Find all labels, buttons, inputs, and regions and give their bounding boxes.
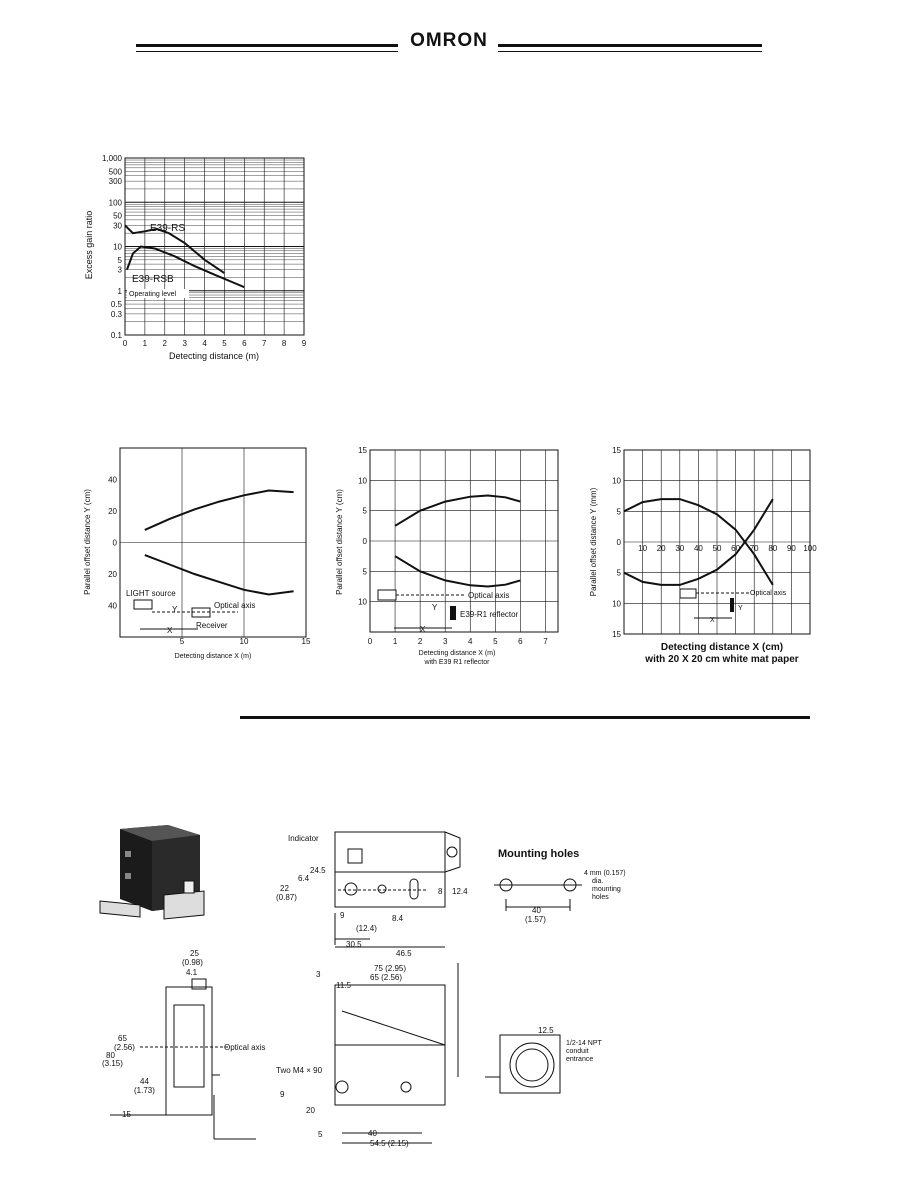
dim-12-4: 12.4 xyxy=(452,887,468,896)
oc2-x-tick: 2 xyxy=(417,637,423,646)
oc3-x-axis-label: Detecting distance X (cm) xyxy=(660,642,784,653)
oc2-y-axis-label: Parallel offset distance Y (cm) xyxy=(335,489,344,595)
oc3-grid xyxy=(624,450,810,634)
dim-65-side: 65 (2.56) xyxy=(370,973,403,982)
oc3-subtitle: with 20 X 20 cm white mat paper xyxy=(645,654,799,665)
gain-y-tick: 0.1 xyxy=(110,331,122,340)
oc2-x-tick: 1 xyxy=(392,637,398,646)
offset-chart-2 xyxy=(330,440,570,670)
hole-note-2: dia. xyxy=(592,878,604,885)
gain-y-tick: 50 xyxy=(113,211,122,221)
oc2-x-tick: 4 xyxy=(468,637,473,646)
oc1-receiver-label: Receiver xyxy=(196,621,228,630)
dim-24-5: 24.5 xyxy=(310,866,326,875)
gain-x-tick: 6 xyxy=(242,339,247,348)
header-rule-left-thin xyxy=(136,51,398,52)
gain-series-label-rsb: E39-RSB xyxy=(132,274,174,285)
gain-x-tick: 4 xyxy=(202,339,207,348)
operating-level-label: Operating level xyxy=(129,291,177,298)
dim-22: 22 xyxy=(280,884,289,893)
gain-x-tick: 1 xyxy=(142,339,148,348)
gain-x-axis-label: Detecting distance (m) xyxy=(168,351,260,361)
dim-46-5: 46.5 xyxy=(396,949,412,958)
gain-series-label-rs: E39-RS xyxy=(150,223,186,234)
oc1-y-axis-label: Parallel offset distance Y (cm) xyxy=(83,489,92,595)
oc3-target-icon xyxy=(730,598,734,612)
dim-8-4: 8.4 xyxy=(392,914,404,923)
oc3-x-tick: 80 xyxy=(768,544,778,553)
oc3-x-tick: 70 xyxy=(749,544,759,553)
dimension-drawings xyxy=(80,815,840,1155)
section-divider xyxy=(240,716,810,719)
front-view-drawing xyxy=(110,979,256,1139)
gain-x-tick: 2 xyxy=(162,339,168,348)
oc1-x-axis-label: Detecting distance X (m) xyxy=(174,653,252,660)
oc3-x-tick: 30 xyxy=(675,544,685,553)
brand-logo: OMRON xyxy=(410,30,488,51)
oc3-y-tick: 15 xyxy=(612,630,621,639)
oc3-y-tick: 10 xyxy=(612,476,621,486)
gain-y-axis-label: Excess gain ratio xyxy=(84,210,94,280)
header-rule-left xyxy=(136,44,398,47)
gain-y-tick: 3 xyxy=(117,265,122,275)
mounting-holes-title: Mounting holes xyxy=(498,848,580,860)
side-view-drawing xyxy=(335,963,458,1143)
gain-y-tick: 500 xyxy=(108,167,122,177)
gain-y-tick: 0.5 xyxy=(110,300,122,310)
two-m4-label: Two M4 × 90 xyxy=(276,1066,323,1075)
oc3-x-tick: 10 xyxy=(638,544,648,553)
oc3-x-tick: 100 xyxy=(803,544,817,553)
conduit-view-drawing xyxy=(485,1035,560,1093)
gain-y-tick: 10 xyxy=(113,242,122,252)
oc3-y-tick: 15 xyxy=(612,446,621,455)
oc2-subtitle: with E39 R1 reflector xyxy=(424,659,490,666)
oc3-y-tick: 5 xyxy=(616,568,621,578)
offset-chart-1 xyxy=(78,440,318,665)
oc2-x-tick: 6 xyxy=(518,637,523,646)
oc2-y-tick: 15 xyxy=(358,446,367,455)
hole-note-1: 4 mm (0.157) xyxy=(584,870,626,877)
dim-3: 3 xyxy=(316,970,321,979)
offset-chart-3 xyxy=(582,440,822,670)
front-optical-axis-label: Optical axis xyxy=(224,1043,266,1052)
oc3-emitter-icon xyxy=(680,589,696,598)
oc1-x-tick: 10 xyxy=(239,637,249,646)
oc1-light-source-icon xyxy=(134,600,152,609)
dim-12-5: 12.5 xyxy=(538,1026,554,1035)
dim-11-5: 11.5 xyxy=(336,981,351,990)
oc3-x-tick: 90 xyxy=(786,544,796,553)
oc1-x-tick: 15 xyxy=(301,637,311,646)
oc2-x-tick: 7 xyxy=(543,637,548,646)
dim-40-side: 40 xyxy=(368,1129,377,1138)
conduit-note-1: 1/2-14 NPT xyxy=(566,1040,602,1047)
dim-22-in: (0.87) xyxy=(276,893,297,902)
dim-80-in: (3.15) xyxy=(102,1059,123,1068)
dim-44: 44 xyxy=(140,1077,149,1086)
dim-indicator-label: Indicator xyxy=(288,834,319,843)
oc3-y-tick: 0 xyxy=(616,538,621,547)
gain-y-tick: 300 xyxy=(108,177,122,187)
oc1-y-tick: 20 xyxy=(108,570,117,579)
oc3-x-tick: 60 xyxy=(731,544,741,553)
oc1-optical-axis-label: Optical axis xyxy=(214,601,256,610)
product-photo xyxy=(100,825,204,919)
oc2-y-tick: 5 xyxy=(362,506,367,516)
oc3-x-marker: X xyxy=(710,617,715,624)
oc3-y-tick: 10 xyxy=(612,599,621,609)
dim-65-front-in: (2.56) xyxy=(114,1043,135,1052)
oc1-series-line-0 xyxy=(145,491,294,530)
oc2-y-tick: 5 xyxy=(362,567,367,577)
oc2-x-tick: 3 xyxy=(442,637,448,646)
dim-4-1: 4.1 xyxy=(186,968,198,977)
gain-x-tick: 5 xyxy=(222,339,227,348)
hole-note-4: holes xyxy=(592,894,609,901)
oc2-y-tick: 10 xyxy=(358,476,367,486)
dim-54-5: 54.5 (2.15) xyxy=(370,1139,409,1148)
gain-x-tick: 0 xyxy=(122,339,128,348)
oc3-x-tick: 50 xyxy=(712,544,722,553)
oc3-y-marker: Y xyxy=(738,605,743,612)
hole-note-3: mounting xyxy=(592,886,621,893)
dim-40: 40 xyxy=(532,906,541,915)
oc3-y-tick: 5 xyxy=(616,507,621,517)
excess-gain-chart xyxy=(70,145,330,375)
dim-25-in: (0.98) xyxy=(182,958,203,967)
dim-20: 20 xyxy=(306,1106,315,1115)
gain-y-tick: 30 xyxy=(113,221,122,231)
gain-x-tick: 3 xyxy=(182,339,187,348)
dim-6-4: 6.4 xyxy=(298,874,310,883)
oc3-x-tick: 20 xyxy=(656,544,666,553)
oc2-x-tick: 5 xyxy=(493,637,498,646)
gain-y-tick: 0.3 xyxy=(110,309,122,319)
dim-44-in: (1.73) xyxy=(134,1086,155,1095)
dim-30-5: 30.5 xyxy=(346,940,362,949)
oc1-y-tick: 40 xyxy=(108,475,117,485)
oc2-x-axis-label: Detecting distance X (m) xyxy=(418,650,496,657)
oc1-y-marker: Y xyxy=(172,605,178,614)
oc3-optical-axis-label: Optical axis xyxy=(750,590,787,597)
oc2-reflector-icon xyxy=(450,606,456,620)
oc3-x-tick: 40 xyxy=(693,544,703,553)
oc2-optical-axis-label: Optical axis xyxy=(468,591,510,600)
gain-y-tick: 1 xyxy=(117,286,122,296)
conduit-note-2: conduit xyxy=(566,1048,589,1055)
header-rule-right-thin xyxy=(498,51,762,52)
conduit-note-3: entrance xyxy=(566,1056,594,1063)
dim-9-side: 9 xyxy=(280,1090,285,1099)
dim-75: 75 (2.95) xyxy=(374,964,407,973)
dim-65-front: 65 xyxy=(118,1034,127,1043)
dim-9: 9 xyxy=(340,911,345,920)
oc1-x-tick: 5 xyxy=(179,637,185,646)
oc2-y-tick: 10 xyxy=(358,597,367,607)
gain-y-tick: 1,000 xyxy=(101,154,122,163)
gain-x-tick: 8 xyxy=(281,339,287,348)
dim-80: 80 xyxy=(106,1051,115,1060)
gain-y-tick: 100 xyxy=(108,198,122,208)
oc2-x-tick: 0 xyxy=(367,637,373,646)
gain-y-tick: 5 xyxy=(117,255,122,265)
oc2-x-marker: X xyxy=(420,625,426,634)
oc3-y-axis-label: Parallel offset distance Y (mm) xyxy=(589,487,598,597)
dim-15: 15 xyxy=(122,1110,131,1119)
oc2-y-marker: Y xyxy=(432,603,438,612)
gain-x-tick: 9 xyxy=(301,339,307,348)
oc2-reflector-label: E39-R1 reflector xyxy=(460,610,519,619)
dim-25: 25 xyxy=(190,949,199,958)
oc2-y-tick: 0 xyxy=(362,537,367,546)
header-rule-right xyxy=(498,44,762,47)
oc2-emitter-icon xyxy=(378,590,396,600)
oc1-y-tick: 0 xyxy=(112,538,117,548)
oc1-y-tick: 40 xyxy=(108,601,117,611)
gain-x-tick: 7 xyxy=(261,339,267,348)
oc1-x-marker: X xyxy=(167,626,173,635)
dim-8: 8 xyxy=(438,887,443,896)
gain-grid xyxy=(125,158,304,335)
oc1-y-tick: 20 xyxy=(108,507,117,516)
oc1-light-source-label: LIGHT source xyxy=(126,589,176,598)
dim-40-in: (1.57) xyxy=(525,915,546,924)
dim-5: 5 xyxy=(318,1130,323,1139)
oc2-grid xyxy=(370,450,558,632)
dim-12-4-b: (12.4) xyxy=(356,924,377,933)
